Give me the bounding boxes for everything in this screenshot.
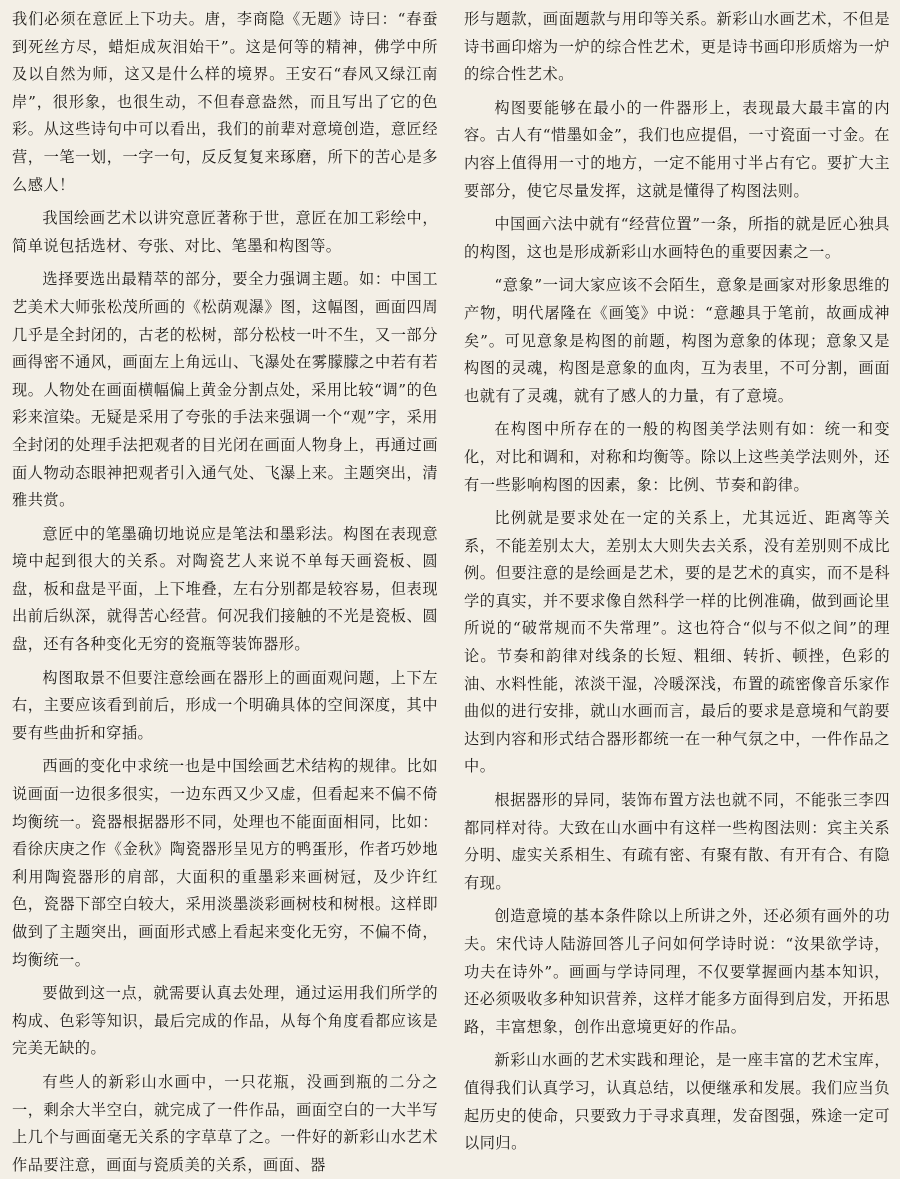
paragraph: 比例就是要求处在一定的关系上，尤其远近、距离等关系，不能差别太大，差别太大则失去关系，没有差别则不成比例。但要注意的是绘画是艺术，要的是艺术的真实，而不是科学的真实，并不要求像自然科学一样的比例准确，做到画论里所说的“破常规而不失常理”。这也符合“似与不似之间”的理论。节奏和韵律对线条的长短、粗细、转折、顿挫，色彩的油、水料性能，浓淡干湿，冷暖深浅，布置的疏密像音乐家作曲似的进行安排，就山水画而言，最后的要求是意境和气韵要达到内容和形式结合器形都统一在一种气氛之中，一件作品之中。 [464, 509, 890, 776]
paragraph: 意匠中的笔墨确切地说应是笔法和墨彩法。构图在表现意境中起到很大的关系。对陶瓷艺人来说不单每天画瓷板、圆盘，板和盘是平面，上下堆叠，左右分别都是较容易，但表现出前后纵深，就得苦心经营。何况我们接触的不光是瓷板、圆盘，还有各种变化无穷的瓷瓶等装饰器形。 [12, 524, 438, 654]
paragraph: 要做到这一点，就需要认真去处理，通过运用我们所学的构成、色彩等知识，最后完成的作品，从每个角度看都应该是完美无缺的。 [12, 984, 438, 1058]
paragraph: 选择要选出最精萃的部分，要全力强调主题。如：中国工艺美术大师张松茂所画的《松荫观瀑》图，这幅图，画面四周几乎是全封闭的，古老的松树，部分松枝一叶不生，又一部分画得密不通风，画面左上角远山、飞瀑处在雾朦朦之中若有若现。人物处在画面横幅偏上黄金分割点处，采用比较“调”的色彩来渲染。无疑是采用了夸张的手法来强调一个“观”字，采用全封闭的处理手法把观者的目光闭在画面人物身上，再通过画面人物动态眼神把观者引入通气处、飞瀑上来。主题突出，清雅共赏。 [12, 270, 438, 510]
left-column [12, 6, 438, 1174]
paragraph: 创造意境的基本条件除以上所讲之外，还必须有画外的功夫。宋代诗人陆游回答儿子问如何学诗时说：“汝果欲学诗，功夫在诗外”。画画与学诗同理，不仅要掌握画内基本知识，还必须吸收多种知识营养，这样才能多方面得到启发，开拓思路，丰富想象，创作出意境更好的作品。 [464, 907, 890, 1036]
paragraph: 构图要能够在最小的一件器形上，表现最大最丰富的内容。古人有“惜墨如金”，我们也应提倡，一寸瓷面一寸金。在内容上值得用一寸的地方，一定不能用寸半占有它。要扩大主要部分，使它尽量发挥，这就是懂得了构图法则。 [464, 98, 890, 200]
paragraph: 我国绘画艺术以讲究意匠著称于世，意匠在加工彩绘中，简单说包括选材、夸张、对比、笔墨和构图等。 [12, 209, 438, 255]
paragraph: 西画的变化中求统一也是中国绘画艺术结构的规律。比如说画面一边很多很实，一边东西又少又虚，但看起来不偏不倚均衡统一。瓷器根据器形不同，处理也不能面面相同，比如：看徐庆庚之作《金秋》陶瓷器形呈见方的鸭蛋形，作者巧妙地利用陶瓷器形的肩部，大面积的重墨彩来画树冠，及少许红色，瓷器下部空白较大，采用淡墨淡彩画树枝和树根。这样即做到了主题突出，画面形式感上看起来变化无穷，不偏不倚，均衡统一。 [12, 757, 438, 969]
paragraph: 中国画六法中就有“经营位置”一条，所指的就是匠心独具的构图，这也是形成新彩山水画特色的重要因素之一。 [464, 215, 890, 261]
paragraph: “意象”一词大家应该不会陌生，意象是画家对形象思维的产物，明代屠隆在《画笺》中说：“意趣具于笔前，故画成神矣”。可见意象是构图的前题，构图为意象的体现；意象又是构图的灵魂，构图是意象的血肉，互为表里，不可分割，画面也就有了灵魂，就有了感人的力量，有了意境。 [464, 276, 890, 405]
paragraph: 我们必须在意匠上下功夫。唐，李商隐《无题》诗曰：“春蚕到死丝方尽，蜡炬成灰泪始干”。这是何等的精神，佛学中所及以自然为师，这又是什么样的境界。王安石“春风又绿江南岸”，很形象，也很生动，不但春意盎然，而且写出了它的色彩。从这些诗句中可以看出，我们的前辈对意境创造，意匠经营，一笔一划，一字一句，反反复复来琢磨，所下的苦心是多么感人！ [12, 10, 438, 194]
right-column [464, 6, 890, 1153]
paragraph: 根据器形的异同，装饰布置方法也就不同，不能张三李四都同样对待。大致在山水画中有这样一些构图法则：宾主关系分明、虚实关系相生、有疏有密、有聚有散、有开有合、有隐有现。 [464, 791, 890, 892]
paragraph: 形与题款，画面题款与用印等关系。新彩山水画艺术，不但是诗书画印熔为一炉的综合性艺术，更是诗书画印形质熔为一炉的综合性艺术。 [464, 10, 890, 84]
paragraph: 有些人的新彩山水画中，一只花瓶，没画到瓶的二分之一，剩余大半空白，就完成了一件作品，画面空白的一大半写上几个与画面毫无关系的字草草了之。一件好的新彩山水艺术作品要注意，画面与瓷质美的关系，画面、器 [12, 1072, 438, 1174]
paragraph: 构图取景不但要注意绘画在器形上的画面观问题，上下左右，主要应该看到前后，形成一个明确具体的空间深度，其中要有些曲折和穿插。 [12, 668, 438, 742]
paragraph: 在构图中所存在的一般的构图美学法则有如：统一和变化，对比和调和，对称和均衡等。除以上这些美学法则外，还有一些影响构图的因素，象：比例、节奏和韵律。 [464, 420, 890, 494]
paragraph: 新彩山水画的艺术实践和理论，是一座丰富的艺术宝库，值得我们认真学习，认真总结，以便继承和发展。我们应当负起历史的使命，只要致力于寻求真理，发奋图强，殊途一定可以同归。 [464, 1051, 890, 1153]
